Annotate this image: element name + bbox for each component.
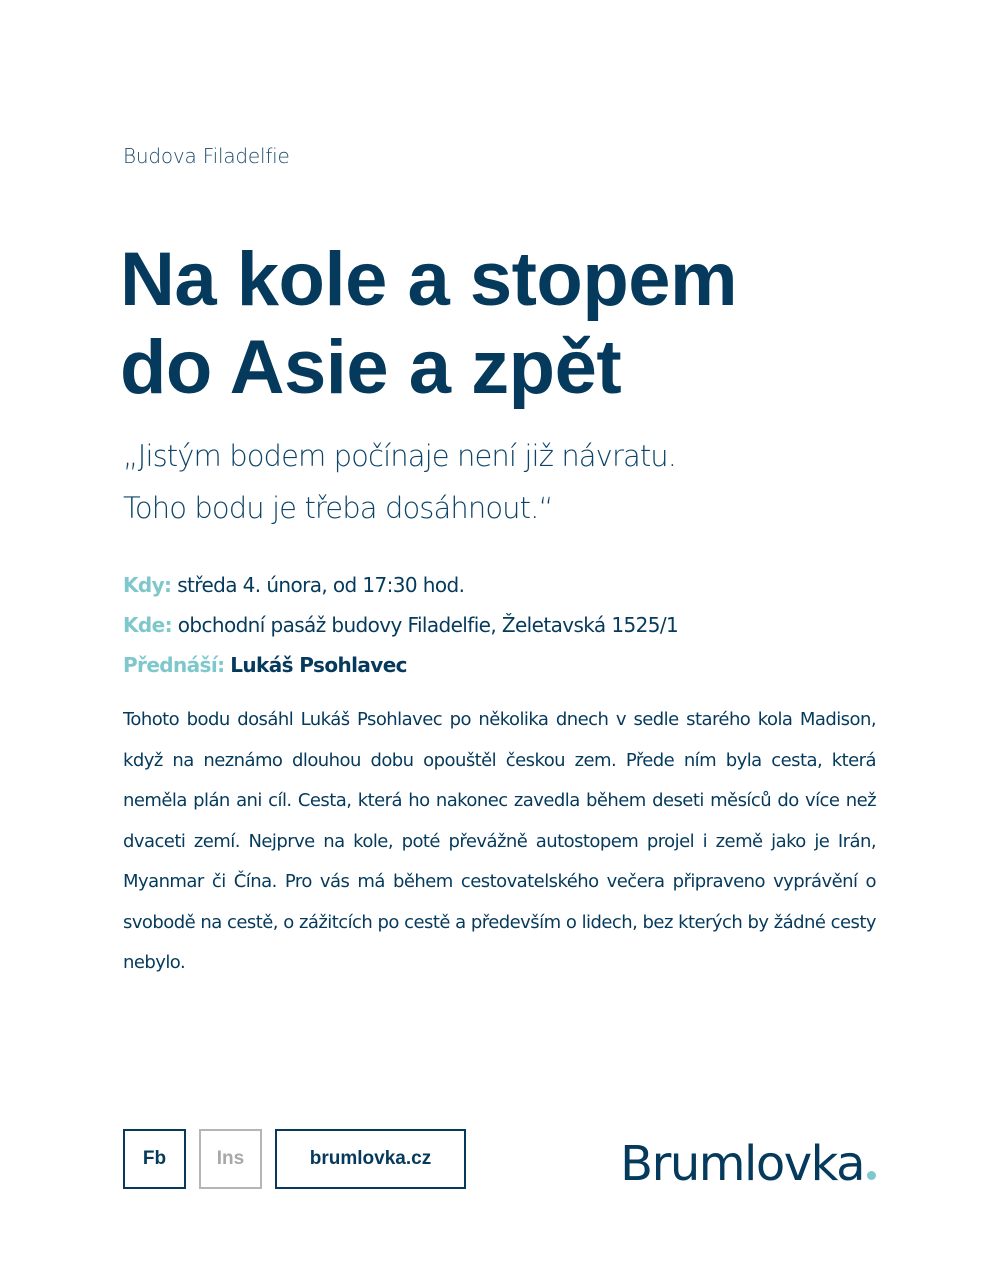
title-line-1: Na kole a stopem bbox=[120, 237, 738, 322]
venue-name: Budova Filadelfie bbox=[123, 144, 290, 168]
when-value: středa 4. února, od 17:30 hod. bbox=[177, 573, 465, 597]
info-when bbox=[123, 565, 678, 605]
logo-dot-icon bbox=[867, 1171, 876, 1180]
where-label: Kde: bbox=[123, 613, 172, 637]
speaker-value: Lukáš Psohlavec bbox=[230, 653, 407, 677]
logo-text: Brumlovka bbox=[620, 1136, 864, 1192]
instagram-link[interactable]: Ins bbox=[199, 1129, 262, 1189]
quote-line-2: Toho bodu je třeba dosáhnout.“ bbox=[123, 491, 553, 525]
where-value: obchodní pasáž budovy Filadelfie, Želetavská 1525/1 bbox=[177, 613, 679, 637]
when-label: Kdy: bbox=[123, 573, 172, 597]
info-speaker bbox=[123, 645, 678, 685]
title-line-2: do Asie a zpět bbox=[120, 325, 622, 410]
footer-links bbox=[123, 1129, 466, 1189]
brumlovka-logo bbox=[620, 1136, 876, 1192]
facebook-link[interactable]: Fb bbox=[123, 1129, 186, 1189]
quote bbox=[123, 430, 676, 534]
event-title bbox=[120, 236, 737, 412]
event-description: Tohoto bodu dosáhl Lukáš Psohlavec po několika dnech v sedle starého kola Madison, když na neznámo dlouhou dobu opouštěl českou zem. Přede ním byla cesta, která neměla plán ani cíl. Cesta, která ho nakonec zavedla během deseti měsíců do více než dvaceti zemí. Nejprve na kole, poté převážně autostopem projel i země jako je Irán, Myanmar či Čína. Pro vás má během cestovatelského večera připraveno vyprávění o svobodě na cestě, o zážitcích po cestě a především o lidech, bez kterých by žádné cesty nebylo. bbox=[123, 709, 876, 973]
website-link[interactable]: brumlovka.cz bbox=[275, 1129, 466, 1189]
info-where bbox=[123, 605, 678, 645]
quote-line-1: „Jistým bodem počínaje není již návratu. bbox=[123, 439, 677, 473]
speaker-label: Přednáší: bbox=[123, 653, 225, 677]
event-poster bbox=[120, 0, 876, 1288]
event-info bbox=[123, 565, 678, 685]
